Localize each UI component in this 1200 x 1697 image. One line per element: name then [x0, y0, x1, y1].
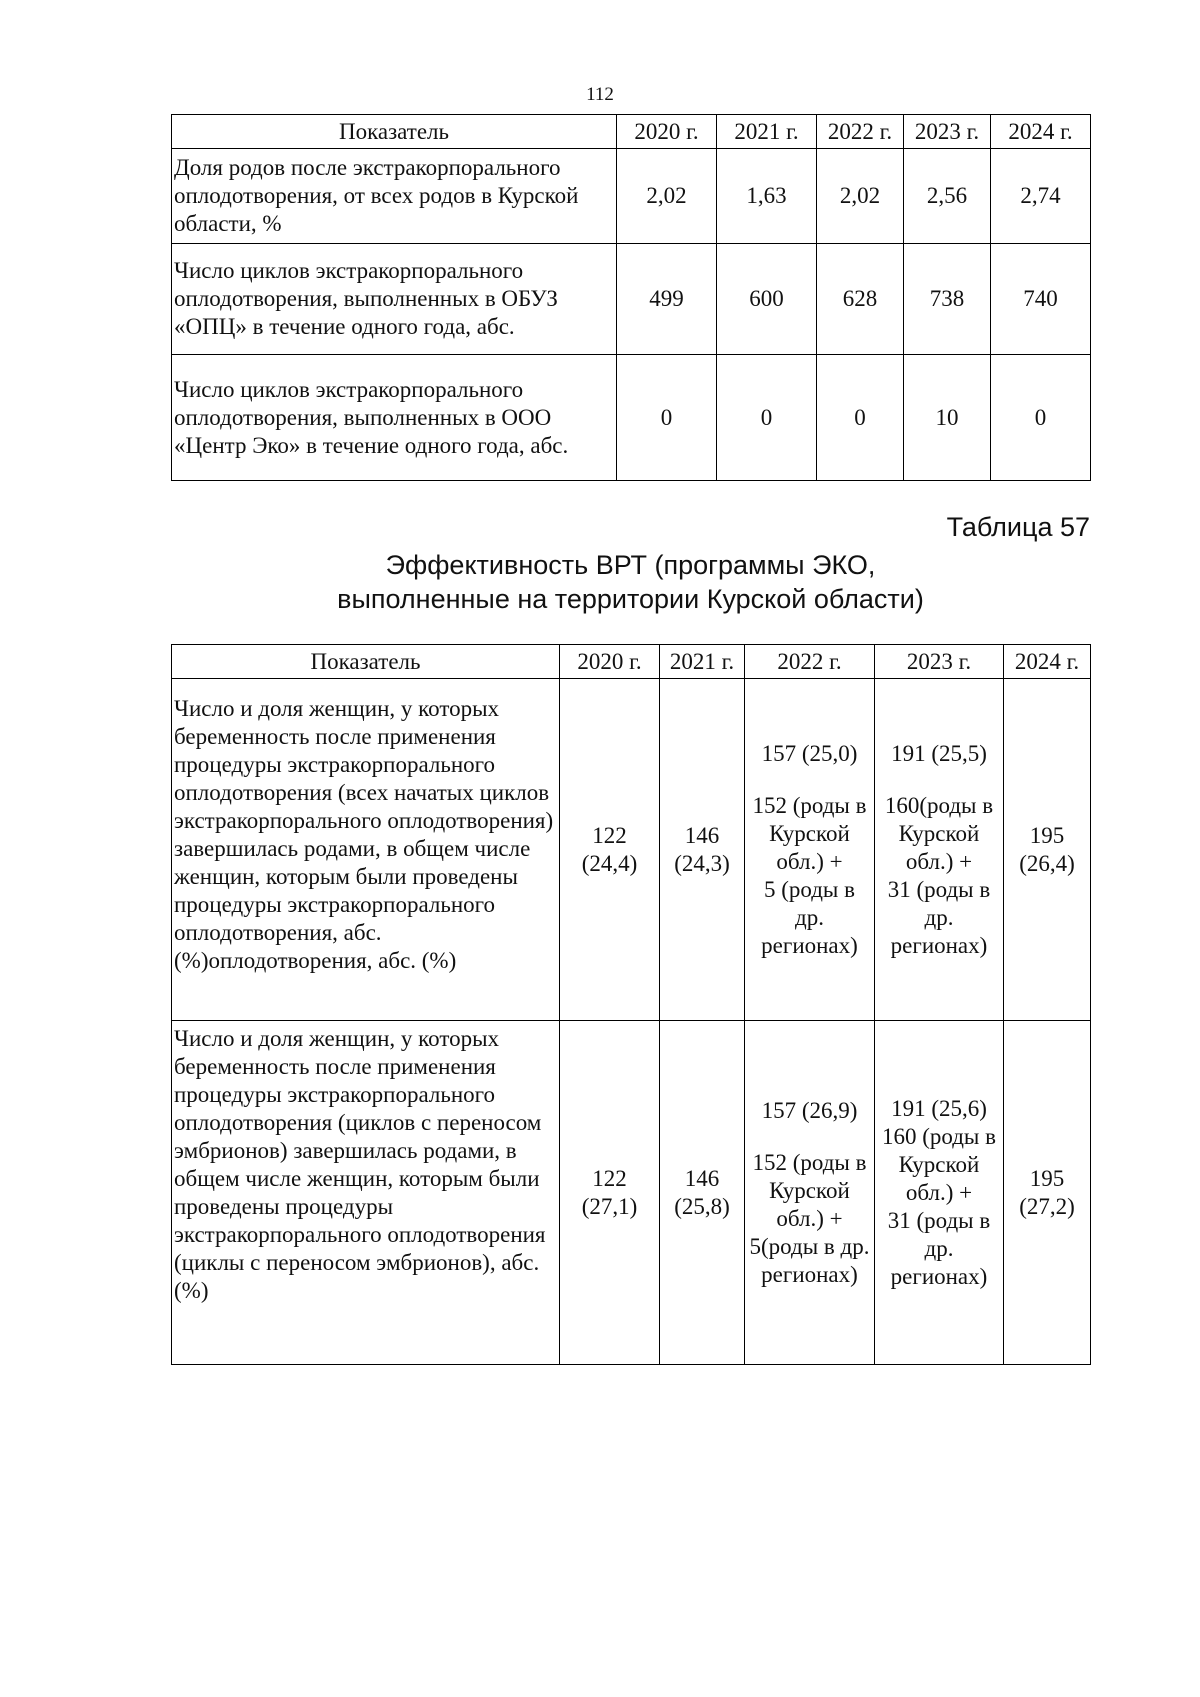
cell-line: обл.) +: [776, 1205, 843, 1231]
cell-line: 146: [684, 1165, 720, 1191]
row-label: Число циклов экстракорпорального оплодотворения, выполненных в ОБУЗ «ОПЦ» в течение одного года, абс.: [172, 244, 617, 355]
cell-value: 2,74: [991, 149, 1091, 244]
cell-value: 499: [617, 244, 717, 355]
cell-value: 740: [991, 244, 1091, 355]
row-label: Число и доля женщин, у которых беременность после применения процедуры экстракорпорального оплодотворения (всех начатых циклов экстракорпорального оплодотворения) завершилась родами, в общем числе женщин, которым были проведены процедуры экстракорпорального оплодотворения, абс. (%)оплодотворения, абс. (%): [172, 679, 560, 1021]
cell-value: 600: [717, 244, 817, 355]
cell-value: [745, 1021, 875, 1365]
table-title-line-2: выполненные на территории Курской области): [337, 584, 924, 614]
header-2024: 2024 г.: [991, 115, 1091, 149]
cell-line: регионах): [761, 932, 858, 958]
cell-value: [660, 1021, 745, 1365]
cell-value: 2,56: [904, 149, 991, 244]
cell-line: Курской: [769, 820, 850, 846]
cell-value: 2,02: [817, 149, 904, 244]
cell-value: 2,02: [617, 149, 717, 244]
cell-line: 191 (25,5): [891, 740, 987, 766]
cell-line: (25,8): [674, 1193, 730, 1219]
table-row: [172, 149, 1091, 244]
cell-line: 5 (роды в: [763, 876, 855, 902]
cell-spacer: [747, 1125, 872, 1149]
cell-value: [560, 679, 660, 1021]
header-2023: 2023 г.: [904, 115, 991, 149]
cell-line: 157 (25,0): [761, 740, 858, 766]
cell-line: (26,4): [1019, 850, 1075, 876]
cell-line: 122: [592, 822, 627, 848]
cell-line: 160(роды в: [884, 792, 994, 818]
header-2022: 2022 г.: [817, 115, 904, 149]
row-label: Доля родов после экстракорпорального оплодотворения, от всех родов в Курской области, %: [172, 149, 617, 244]
cell-value: [660, 679, 745, 1021]
header-2020: 2020 г.: [617, 115, 717, 149]
cell-value: [1004, 679, 1091, 1021]
cell-line: 122: [592, 1165, 627, 1191]
cell-value: [745, 679, 875, 1021]
header-2020: 2020 г.: [560, 645, 660, 679]
cell-line: (24,4): [581, 850, 638, 876]
cell-line: (27,1): [581, 1193, 638, 1219]
cell-line: 31 (роды в: [887, 876, 991, 902]
table-row: [172, 355, 1091, 481]
cell-line: 5(роды в др.: [749, 1233, 870, 1259]
cell-line: (27,2): [1019, 1193, 1075, 1219]
cell-spacer: [747, 768, 872, 792]
table-header-row: [172, 115, 1091, 149]
header-2021: 2021 г.: [717, 115, 817, 149]
header-2022: 2022 г.: [745, 645, 875, 679]
cell-value: [875, 1021, 1004, 1365]
ivf-efficiency-table: [171, 644, 1091, 1365]
table-title-line-1: Эффективность ВРТ (программы ЭКО,: [385, 550, 876, 580]
cell-line: 152 (роды в: [752, 792, 867, 818]
cell-value: 0: [717, 355, 817, 481]
table-number: Таблица 57: [946, 512, 1090, 542]
page-number: 112: [586, 84, 614, 105]
cell-line: 195: [1029, 1165, 1065, 1191]
cell-line: 152 (роды в: [752, 1149, 867, 1175]
header-2024: 2024 г.: [1004, 645, 1091, 679]
indicators-table: [171, 114, 1091, 481]
cell-value: 10: [904, 355, 991, 481]
cell-line: обл.) +: [905, 848, 973, 874]
cell-line: др.: [924, 904, 954, 930]
row-label: Число и доля женщин, у которых беременность после применения процедуры экстракорпорального оплодотворения (циклов с переносом эмбрионов) завершилась родами, в общем числе женщин, которым были проведены процедуры экстракорпорального оплодотворения (циклы с переносом эмбрионов), абс. (%): [172, 1021, 560, 1365]
cell-line: Курской: [898, 820, 980, 846]
cell-value: 1,63: [717, 149, 817, 244]
cell-line: 160 (роды в: [881, 1123, 996, 1149]
cell-line: (24,3): [674, 850, 730, 876]
cell-spacer: [877, 768, 1001, 792]
cell-value: 0: [817, 355, 904, 481]
cell-value: [1004, 1021, 1091, 1365]
cell-line: 31 (роды в: [887, 1207, 991, 1233]
header-indicator: Показатель: [172, 115, 617, 149]
table-title: [171, 548, 1090, 616]
cell-line: обл.) +: [905, 1179, 973, 1205]
table-header-row: [172, 645, 1091, 679]
header-2023: 2023 г.: [875, 645, 1004, 679]
cell-value: [875, 679, 1004, 1021]
cell-value: 0: [991, 355, 1091, 481]
cell-line: др.: [795, 904, 824, 930]
cell-value: [560, 1021, 660, 1365]
cell-line: регионах): [890, 1263, 988, 1289]
cell-line: регионах): [890, 932, 988, 958]
cell-line: Курской: [898, 1151, 980, 1177]
cell-line: 146: [684, 822, 720, 848]
cell-line: 191 (25,6): [891, 1095, 987, 1121]
header-indicator: Показатель: [172, 645, 560, 679]
row-label: Число циклов экстракорпорального оплодотворения, выполненных в ООО «Центр Эко» в течение одного года, абс.: [172, 355, 617, 481]
cell-line: обл.) +: [776, 848, 843, 874]
table-row: [172, 244, 1091, 355]
cell-line: др.: [924, 1235, 954, 1261]
cell-value: 738: [904, 244, 991, 355]
header-2021: 2021 г.: [660, 645, 745, 679]
cell-line: 195: [1029, 822, 1065, 848]
cell-line: 157 (26,9): [761, 1097, 858, 1123]
cell-value: 628: [817, 244, 904, 355]
table-row: [172, 1021, 1091, 1365]
table-row: [172, 679, 1091, 1021]
cell-value: 0: [617, 355, 717, 481]
cell-line: Курской: [769, 1177, 850, 1203]
cell-line: регионах): [761, 1261, 858, 1287]
